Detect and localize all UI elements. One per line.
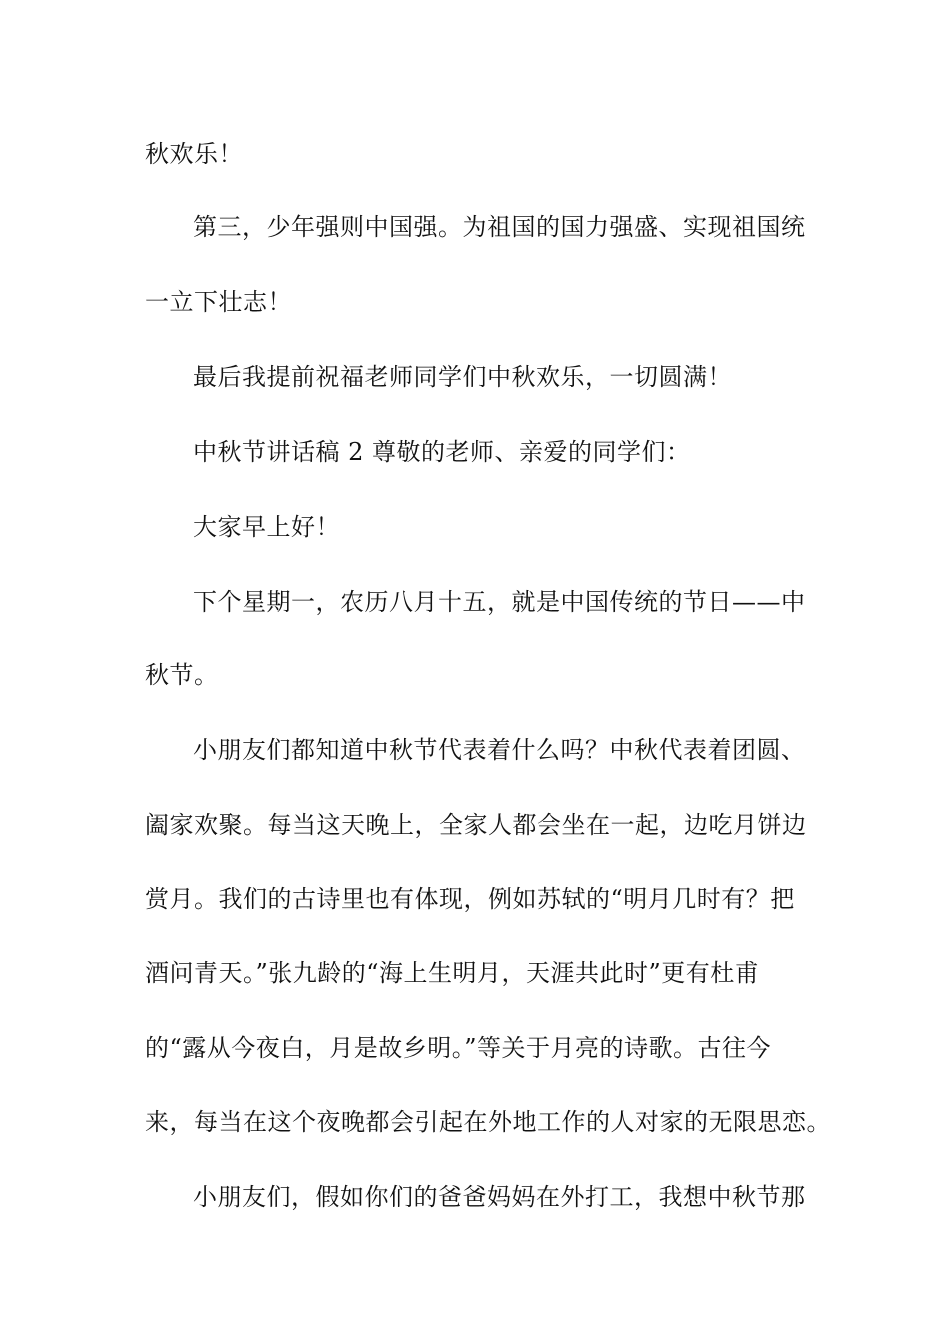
paragraph-first-line: 下个星期一，农历八月十五，就是中国传统的节日——中 [193, 588, 806, 616]
text-line: 的“露从今夜白，月是故乡明。”等关于月亮的诗歌。古往今 [145, 1034, 772, 1062]
text-line: 一立下壮志！ [145, 288, 292, 316]
paragraph-first-line: 第三，少年强则中国强。为祖国的国力强盛、实现祖国统 [193, 213, 806, 241]
paragraph-first-line: 大家早上好！ [193, 513, 340, 541]
text-line: 酒问青天。”张九龄的“海上生明月，天涯共此时”更有杜甫 [145, 959, 760, 987]
paragraph-first-line: 最后我提前祝福老师同学们中秋欢乐，一切圆满！ [193, 363, 732, 391]
text-line: 秋节。 [145, 661, 219, 689]
text-line: 秋欢乐！ [145, 140, 243, 168]
text-line: 来，每当在这个夜晚都会引起在外地工作的人对家的无限思恋。 [145, 1108, 831, 1136]
paragraph-first-line: 小朋友们都知道中秋节代表着什么吗？中秋代表着团圆、 [193, 736, 806, 764]
paragraph-first-line: 小朋友们，假如你们的爸爸妈妈在外打工，我想中秋节那 [193, 1183, 806, 1211]
paragraph-first-line: 中秋节讲话稿 2 尊敬的老师、亲爱的同学们： [193, 438, 691, 466]
text-line: 阖家欢聚。每当这天晚上，全家人都会坐在一起，边吃月饼边 [145, 811, 807, 839]
text-line: 赏月。我们的古诗里也有体现，例如苏轼的“明月几时有？把 [145, 885, 795, 913]
